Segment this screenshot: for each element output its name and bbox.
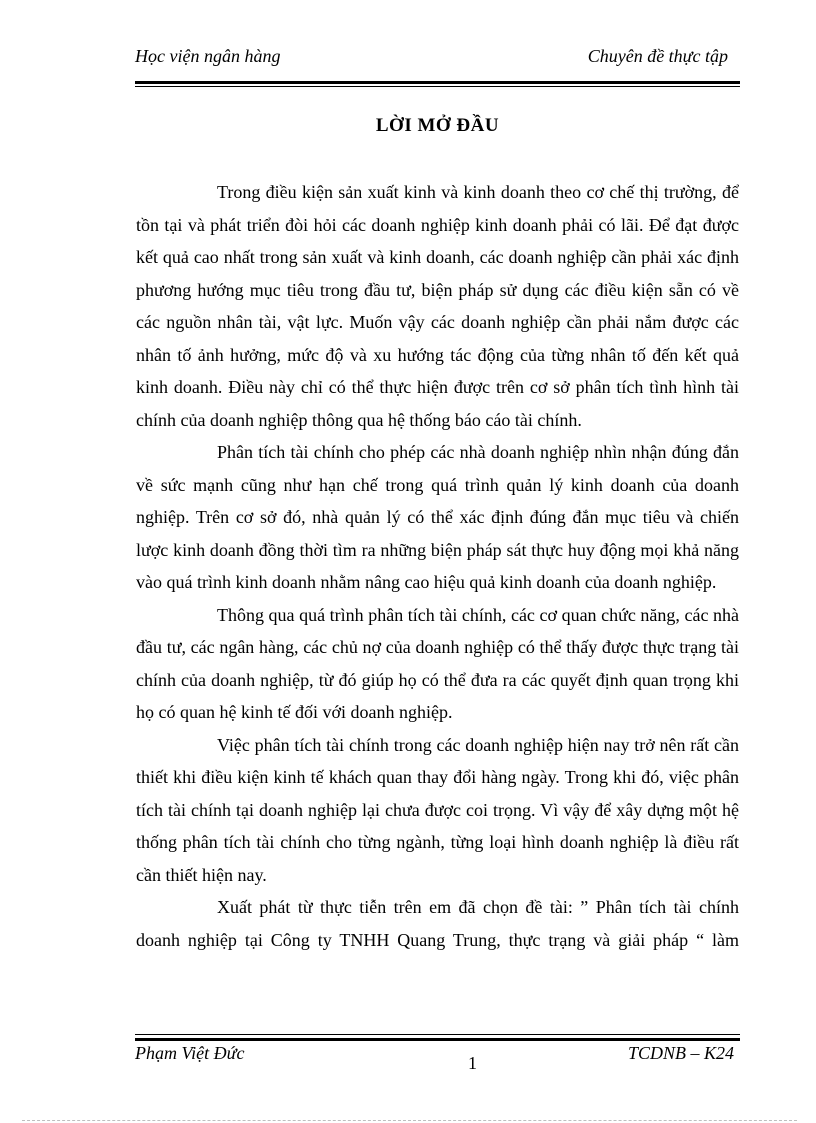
- footer-rule-thick: [135, 1038, 740, 1041]
- page-number: 1: [468, 1053, 477, 1073]
- paragraph-4: Việc phân tích tài chính trong các doanh nghiệp hiện nay trở nên rất cần thiết khi điều kiện kinh tế khách quan thay đổi hàng ngày. Trong khi đó, việc phân tích tài chính tại doanh nghiệp lại chưa được coi trọng. Vì vậy để xây dựng một hệ thống phân tích tài chính cho từng ngành, từng loại hình doanh nghiệp là điều rất cần thiết hiện nay.: [136, 734, 739, 885]
- paragraph-2: Phân tích tài chính cho phép các nhà doanh nghiệp nhìn nhận đúng đắn về sức mạnh cũng như hạn chế trong quá trình quản lý kinh doanh của doanh nghiệp. Trên cơ sở đó, nhà quản lý có thể xác định đúng đắn mục tiêu và chiến lược kinh doanh đồng thời tìm ra những biện pháp sát thực huy động mọi khả năng vào quá trình kinh doanh nhằm nâng cao hiệu quả kinh doanh của doanh nghiệp.: [136, 442, 739, 592]
- footer-author: Phạm Việt Đức: [135, 1043, 245, 1063]
- paragraph-1: Trong điều kiện sản xuất kinh và kinh doanh theo cơ chế thị trường, để tồn tại và phát triển đòi hỏi các doanh nghiệp kinh doanh phải có lãi. Để đạt được kết quả cao nhất trong sản xuất và kinh doanh, các doanh nghiệp cần phải xác định phương hướng mục tiêu trong đầu tư, biện pháp sử dụng các điều kiện sẵn có về các nguồn nhân tài, vật lực. Muốn vậy các doanh nghiệp cần phải nắm được các nhân tố ảnh hưởng, mức độ và xu hướng tác động của từng nhân tố đến kết quả kinh doanh. Điều này chỉ có thể thực hiện được trên cơ sở phân tích tình hình tài chính của doanh nghiệp thông qua hệ thống báo cáo tài chính.: [136, 182, 739, 430]
- page-header: [135, 46, 740, 72]
- header-document-type: Chuyên đề thực tập: [587, 46, 728, 66]
- page-footer: [135, 1043, 740, 1073]
- footer-class-code: TCDNB – K24: [627, 1043, 734, 1063]
- page-bottom-edge: [22, 1120, 797, 1121]
- document-title: LỜI MỞ ĐẦU: [375, 115, 500, 136]
- header-institution: Học viện ngân hàng: [135, 46, 281, 66]
- header-rule-thick: [135, 81, 740, 84]
- footer-rule-thin: [135, 1034, 740, 1035]
- header-rule-thin: [135, 86, 740, 87]
- paragraph-3: Thông qua quá trình phân tích tài chính, các cơ quan chức năng, các nhà đầu tư, các ngân hàng, các chủ nợ của doanh nghiệp có thể thấy được thực trạng tài chính của doanh nghiệp, từ đó giúp họ có thể đưa ra các quyết định quan trọng khi họ có quan hệ kinh tế đối với doanh nghiệp.: [136, 604, 739, 722]
- paragraph-5: Xuất phát từ thực tiễn trên em đã chọn đề tài: ” Phân tích tài chính doanh nghiệp tại Công ty TNHH Quang Trung, thực trạng và giải pháp “ làm: [136, 897, 739, 950]
- document-body: [136, 176, 739, 956]
